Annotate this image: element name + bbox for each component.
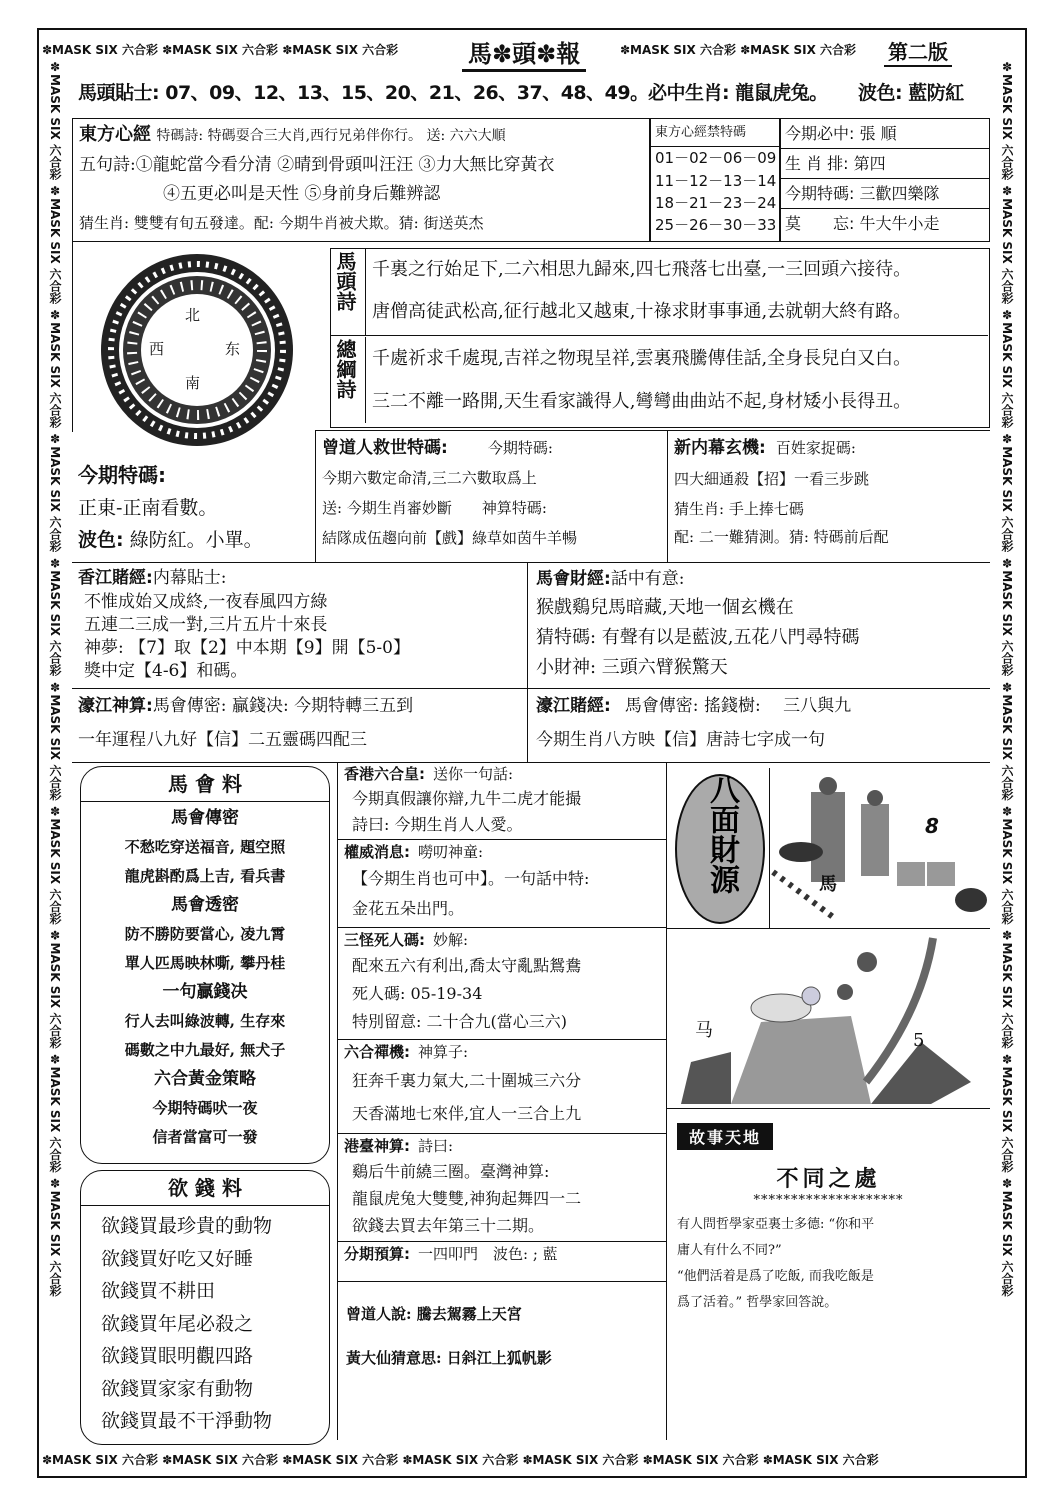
yuqian-liao-line: 欲錢買好吃又好睡 — [101, 1247, 254, 1270]
middle-section — [338, 1242, 666, 1282]
poem-line: 唐僧高徒武松高,征行越北又越東,十祿求財事事通,去就朝大終有路。 — [372, 301, 912, 322]
prediction-row: 今期特碼: 三歡四樂隊 — [781, 179, 989, 209]
neimu-sub: 百姓家捉碼: — [775, 439, 856, 457]
left-border-strip: ✽MASK SIX 六合彩 ✽MASK SIX 六合彩 ✽MASK SIX 六合彩 ✽MASK SIX 六合彩 ✽MASK SIX 六合彩 ✽MASK SIX 六合彩 ✽MASK SIX 六合彩 ✽MASK SIX 六合彩 ✽MASK SIX 六合彩 ✽MASK SIX 六合彩 — [48, 60, 62, 1297]
picture-number: 5 — [913, 1030, 925, 1051]
mahui-liao-heading: 一句贏錢决 — [162, 982, 248, 1002]
middle-section-line: 天香滿地七來伴,宜人一三合上九 — [352, 1104, 582, 1123]
neimu-line: 四大細通殺【招】一看三步跳 — [674, 470, 870, 488]
sayings — [338, 1282, 666, 1390]
prediction-row: 生 肖 排: 第四 — [781, 149, 989, 179]
middle-section-line: 今期真假讓你辯,九牛二虎才能撮 — [352, 789, 582, 808]
five-line: ①龍蛇當今看分清 ②晴到骨頭叫汪汪 ③力大無比穿黃衣 — [135, 155, 555, 175]
middle-section-title: 權威消息: — [344, 843, 410, 861]
xiangjiang-line: 神夢: 【7】取【2】中本期【9】開【5-0】 — [84, 638, 410, 658]
wave-label: 波色: — [858, 82, 903, 104]
zengdao-line: 送: 今期生肖審妙斷 神算特碼: — [322, 499, 547, 517]
tips-numbers: 07、09、12、13、15、20、21、26、37、48、49。 — [165, 82, 649, 104]
mahui-liao-line: 龍虎斟酌爲上吉, 看兵書 — [124, 867, 286, 885]
middle-section-line: 鷄后牛前繞三圈。臺灣神算: — [352, 1162, 550, 1181]
haojiang-dj-line: 今期生肖八方映【信】唐詩七字成一句 — [536, 730, 825, 750]
compass-east: 东 — [225, 340, 241, 358]
general-poem-label: 總綱詩 — [333, 339, 357, 399]
middle-section-title: 分期預算: — [344, 1245, 410, 1263]
zengdao-sub: 今期特碼: — [487, 439, 553, 457]
xiangjiang-line: 五連二三成一對,三片五片十來長 — [84, 615, 328, 635]
xiangjiang-section — [72, 562, 527, 688]
mahui-cai-sub: 話中有意: — [610, 569, 685, 589]
mahui-liao-title: 馬 會 料 — [81, 767, 329, 802]
story-line: 庸人有什么不同?” — [677, 1243, 782, 1258]
zodiac-label: 必中生肖: — [648, 82, 730, 104]
prediction-box — [780, 118, 990, 242]
middle-section-sub: 詩曰: — [418, 1137, 454, 1155]
haojiang-ss-title: 濠江神算: — [78, 696, 153, 716]
middle-section — [338, 840, 666, 928]
right-border-strip: ✽MASK SIX 六合彩 ✽MASK SIX 六合彩 ✽MASK SIX 六合彩 ✽MASK SIX 六合彩 ✽MASK SIX 六合彩 ✽MASK SIX 六合彩 ✽MASK SIX 六合彩 ✽MASK SIX 六合彩 ✽MASK SIX 六合彩 ✽MASK SIX 六合彩 — [1000, 60, 1014, 1297]
story-section-label: 故事天地 — [677, 1123, 773, 1150]
special-code-section — [78, 458, 312, 556]
special-title: 今期特碼: — [78, 463, 166, 487]
middle-section — [338, 762, 666, 840]
middle-section-line: 詩曰: 今期生肖人人愛。 — [352, 815, 523, 834]
neimu-title: 新内幕玄機: — [674, 438, 766, 458]
prediction-row: 今期必中: 張 順 — [781, 119, 989, 149]
wave-value: 藍防紅 — [908, 82, 964, 104]
haojiang-dujing-section — [527, 688, 990, 762]
mahui-cai-line: 猜特碼: 有聲有以是藍波,五花八門尋特碼 — [536, 627, 860, 648]
code-row: 25－26－30－33 — [655, 216, 777, 234]
prediction-row: 莫 忘: 牛大牛小走 — [785, 214, 940, 233]
mahui-liao-box — [80, 766, 330, 1164]
compass-west: 西 — [149, 340, 165, 358]
story-section — [667, 1108, 990, 1440]
header-zodiac — [648, 78, 828, 105]
zodiac-value: 龍鼠虎兔。 — [735, 82, 828, 104]
scholar-illustration — [771, 772, 987, 924]
haojiang-shensuan-section — [72, 688, 527, 762]
mahui-liao-line: 防不勝防要當心, 凌九霄 — [124, 925, 286, 943]
forbidden-codes-table — [650, 118, 780, 242]
zengdao-line: 今期六數定命清,三二六數取爲上 — [322, 469, 537, 487]
forbidden-title: 東方心經禁特碼 — [651, 119, 779, 147]
mahui-liao-line: 行人去叫綠波轉, 生存來 — [124, 1012, 286, 1030]
yuqian-liao-line: 欲錢買家家有動物 — [101, 1377, 254, 1400]
yuqian-liao-line: 欲錢買年尾必殺之 — [101, 1312, 254, 1335]
middle-section-title: 香港六合皇: — [344, 765, 425, 783]
middle-section — [338, 1040, 666, 1134]
mahui-liao-heading: 六合黃金策略 — [154, 1069, 256, 1089]
horse-poem-label: 馬頭詩 — [333, 251, 357, 311]
picture-label: 马 — [695, 1020, 713, 1041]
fortune-badge-text: 八面財源 — [704, 774, 739, 894]
middle-section-title: 港臺神算: — [344, 1137, 410, 1155]
middle-section-line: 配來五六有利出,喬太守亂點鴛鴦 — [352, 956, 582, 975]
east-title: 東方心經 — [79, 124, 151, 145]
yuqian-liao-line: 欲錢買最不干淨動物 — [101, 1410, 273, 1432]
code-row: 11－12－13－14 — [655, 172, 777, 190]
middle-section-line: 特別留意: 二十合九(當心三六) — [352, 1012, 567, 1031]
top-border-strip-right: ✽MASK SIX 六合彩 ✽MASK SIX 六合彩 — [620, 43, 857, 57]
five-line: ④五更必叫是天性 ⑤身前身后難辨認 — [163, 184, 441, 204]
haojiang-dj-title: 濠江賭經: — [536, 696, 611, 716]
east-guess: 猜生肖: 雙雙有旬五發達。配: 今期牛肖被犬欺。猜: 街送英杰 — [79, 214, 484, 232]
xiangjiang-line: 獎中定【4-6】和碼。 — [84, 661, 248, 681]
middle-column — [337, 762, 667, 1440]
middle-section-sub: 一四叩門 波色: ; 藍 — [418, 1245, 558, 1263]
mahui-liao-line: 單人匹馬映林嘶, 攀丹桂 — [124, 954, 286, 972]
xiangjiang-sub: 内幕貼士: — [152, 568, 227, 588]
neimu-section — [667, 430, 990, 562]
poem-line: 千裏之行始足下,二六相思九歸來,四七飛落七出臺,一三回頭六接待。 — [372, 259, 912, 280]
header-tips — [78, 78, 649, 105]
middle-section-title: 三怪死人碼: — [344, 931, 425, 949]
general-poem — [365, 337, 911, 423]
mahui-liao-heading: 馬會傳密 — [171, 808, 239, 828]
poem-line: 三二不離一路開,天生看家識得人,彎彎曲曲站不起,身材矮小長得丑。 — [372, 391, 912, 412]
yuqian-liao-line: 欲錢買不耕田 — [101, 1280, 216, 1302]
yuqian-liao-box — [80, 1170, 330, 1445]
masthead-title: 馬✽頭✽報 — [462, 34, 586, 72]
saying-line: 曾道人說: 騰去駕霧上天宮 — [346, 1305, 522, 1323]
story-divider: ******************** — [753, 1193, 904, 1208]
mahui-liao-line: 不愁吃穿送福音, 題空照 — [124, 838, 286, 856]
middle-section-line: 【今期生肖也可中】。一句話中特: — [352, 869, 590, 888]
middle-section-title: 六合禪機: — [344, 1043, 410, 1061]
saying-line: 黃大仙猜意思: 日斜江上狐帆影 — [346, 1349, 552, 1367]
yuqian-liao-title: 欲 錢 料 — [81, 1171, 329, 1206]
yuqian-liao-line: 欲錢買眼明觀四路 — [101, 1345, 254, 1367]
middle-section-line: 金花五朵出門。 — [352, 899, 465, 918]
haojiang-ss-sub: 馬會傳密: 贏錢决: 今期特轉三五到 — [152, 696, 414, 716]
compass-icon — [97, 250, 297, 450]
bottom-border-strip: ✽MASK SIX 六合彩 ✽MASK SIX 六合彩 ✽MASK SIX 六合彩 ✽MASK SIX 六合彩 ✽MASK SIX 六合彩 ✽MASK SIX 六合彩 ✽MASK SIX 六合彩 — [42, 1453, 879, 1467]
zengdao-section — [315, 430, 667, 562]
story-line: “他們活着是爲了吃飯, 而我吃飯是 — [677, 1269, 874, 1284]
special-wave-label: 波色: — [78, 529, 124, 551]
mahui-cai-title: 馬會財經: — [536, 569, 611, 589]
code-row: 18－21－23－24 — [655, 194, 777, 212]
story-title: 不同之處 — [776, 1167, 881, 1192]
special-line: 正東-正南看數。 — [78, 497, 218, 519]
mahui-liao-line: 信者當富可一發 — [152, 1128, 258, 1146]
yuqian-liao-line: 欲錢買最珍貴的動物 — [101, 1215, 273, 1237]
haojiang-dj-sub: 馬會傳密: 搖錢樹: 三八與九 — [624, 696, 852, 716]
edition-label: 第二版 — [884, 36, 952, 67]
xiangjiang-title: 香江賭經: — [78, 568, 153, 588]
middle-section-sub: 送你一句話: — [433, 765, 514, 783]
five-label: 五句詩: — [79, 155, 136, 175]
mahui-liao-line: 今期特碼吠一夜 — [152, 1099, 258, 1117]
xiangjiang-line: 不惟成始又成終,一夜春風四方綠 — [84, 592, 328, 612]
neimu-line: 配: 二一難猜測。猜: 特碼前后配 — [674, 528, 889, 546]
poems-section — [330, 248, 990, 428]
middle-section-sub: 神算子: — [418, 1043, 469, 1061]
special-wave: 綠防紅。小單。 — [129, 529, 263, 551]
mahui-cai-section — [527, 562, 990, 688]
east-heart-section — [72, 118, 650, 242]
story-line: 有人問哲學家亞裏士多德: “你和平 — [677, 1217, 875, 1232]
mahui-liao-heading: 馬會透密 — [171, 895, 239, 915]
top-border-strip: ✽MASK SIX 六合彩 ✽MASK SIX 六合彩 ✽MASK SIX 六合彩 — [42, 43, 399, 57]
monkey-illustration — [671, 932, 987, 1104]
zengdao-title: 曾道人救世特碼: — [322, 438, 448, 458]
tips-label: 馬頭貼士: — [78, 82, 160, 104]
header-wave — [858, 78, 964, 105]
picture-label: 馬 — [819, 874, 837, 895]
picture-area — [667, 768, 990, 1108]
middle-section — [338, 1134, 666, 1242]
middle-section-line: 死人碼: 05-19-34 — [352, 984, 483, 1003]
mahui-liao-line: 碼數之中九最好, 無犬子 — [124, 1041, 286, 1059]
story-line: 爲了活着。” 哲學家回答說。 — [677, 1295, 838, 1310]
mahui-cai-line: 猴戲鷄兒馬暗藏,天地一個玄機在 — [536, 597, 794, 618]
zengdao-line: 結隊成伍趨向前【戲】綠草如茵牛羊暢 — [322, 529, 578, 547]
middle-section-line: 龍鼠虎兔大雙雙,神狗起舞四一二 — [352, 1189, 582, 1208]
picture-number: 8 — [925, 814, 939, 838]
neimu-line: 猜生肖: 手上捧七碼 — [674, 500, 804, 518]
middle-section-sub: 妙解: — [433, 931, 469, 949]
middle-section-line: 狂奔千裏力氣大,二十圍城三六分 — [352, 1071, 582, 1090]
middle-section-sub: 嘮叨神童: — [418, 843, 484, 861]
haojiang-ss-line: 一年運程八九好【信】二五靈碼四配三 — [78, 730, 367, 750]
compass-area — [72, 242, 330, 432]
code-row: 01－02－06－09 — [655, 149, 777, 167]
middle-section — [338, 928, 666, 1040]
middle-section-line: 欲錢去買去年第三十二期。 — [352, 1216, 545, 1235]
mahui-cai-line: 小財神: 三頭六臂猴驚天 — [536, 657, 728, 678]
compass-south: 南 — [185, 374, 201, 392]
poem-line: 千處祈求千處現,吉祥之物現呈祥,雲裏飛騰傳佳話,全身長兒白又白。 — [372, 348, 912, 369]
compass-north: 北 — [185, 306, 201, 324]
horse-poem — [365, 249, 911, 335]
east-poem: 特碼詩: 特碼耍合三大肖,西行兄弟伴你行。 送: 六六大順 — [156, 128, 506, 144]
